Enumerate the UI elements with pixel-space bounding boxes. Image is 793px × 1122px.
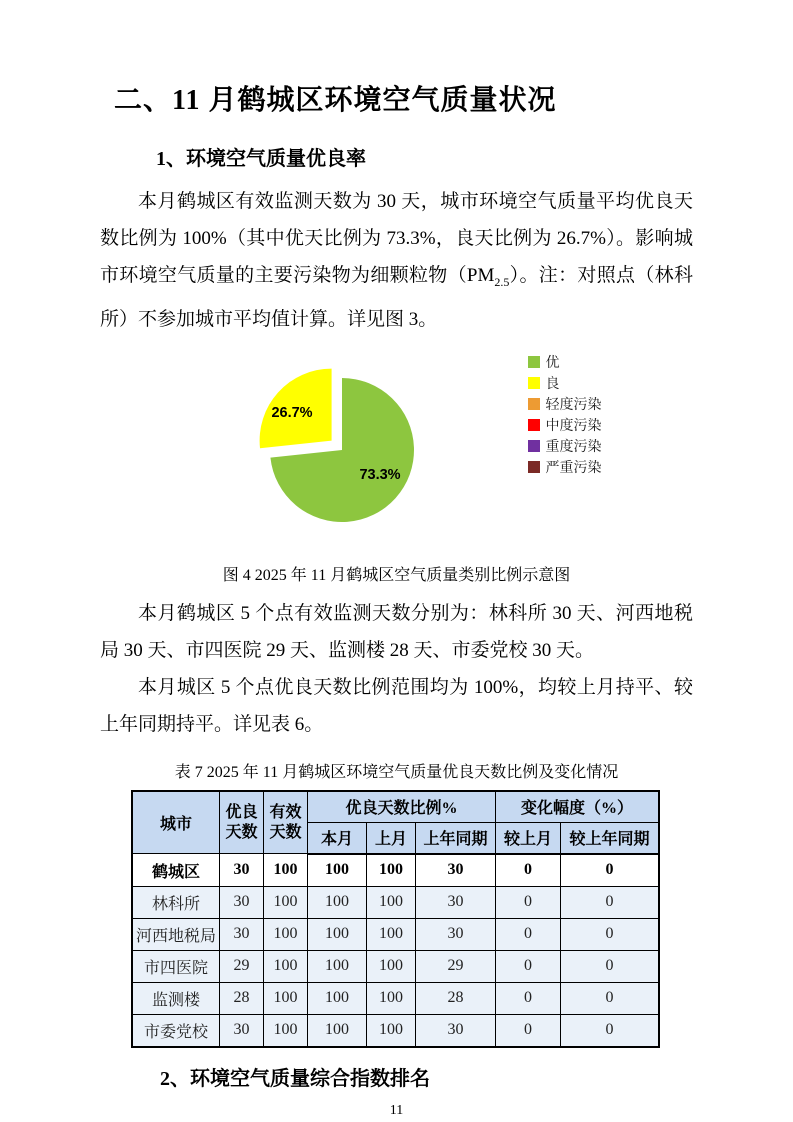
col-group-good-ratio: 优良天数比例% [308,791,496,823]
legend-label: 严重污染 [545,461,602,477]
legend-swatch-icon [528,377,540,389]
cell-last-month: 100 [367,886,416,918]
cell-last-year: 30 [416,1014,496,1047]
pie-label-good: 26.7% [270,404,313,421]
subsection-2-heading: 2、环境空气质量综合指数排名 [160,1067,430,1090]
table-header [132,791,659,854]
cell-vs-last-month: 0 [496,918,561,950]
legend-swatch-icon [528,440,540,452]
cell-good-days: 30 [220,918,264,950]
row-label: 河西地税局 [132,918,220,950]
cell-valid-days: 100 [264,1014,308,1047]
cell-valid-days: 100 [264,918,308,950]
pie-chart [222,346,472,546]
cell-vs-last-year: 0 [561,886,660,918]
row-label: 市四医院 [132,950,220,982]
table-row-jiancelou [132,982,659,1014]
legend-item-good [528,373,602,394]
col-header-good-days [220,791,264,854]
table-header-row-1 [132,791,659,823]
cell-valid-days: 100 [264,886,308,918]
legend-item-moderate-pollution [528,415,602,436]
chart-legend [528,352,602,478]
cell-valid-days: 100 [264,950,308,982]
paragraph-3: 本月城区 5 个点优良天数比例范围均为 100%，均较上月持平、较上年同期持平。详见表 6。 [100,676,693,735]
col-header-this-month: 本月 [308,822,367,854]
col-header-valid-days-line2: 天数 [269,823,302,841]
legend-item-excellent [528,352,602,373]
legend-swatch-icon [528,461,540,473]
cell-vs-last-month: 0 [496,886,561,918]
paragraph-1-text-end: ）。注：对照点（林科所）不参加城市平均值计算。详见图 3。 [100,265,693,330]
table-body [132,854,659,1047]
row-label: 市委党校 [132,1014,220,1047]
cell-last-year: 30 [416,886,496,918]
cell-vs-last-year: 0 [561,1014,660,1047]
cell-last-month: 100 [367,950,416,982]
legend-swatch-icon [528,419,540,431]
legend-label: 轻度污染 [545,398,602,414]
table-row-linkesuo [132,886,659,918]
legend-item-light-pollution [528,394,602,415]
cell-this-month: 100 [308,886,367,918]
cell-last-year: 30 [416,854,496,887]
col-group-change: 变化幅度（%） [496,791,660,823]
air-quality-table [131,790,660,1048]
legend-label: 优 [545,356,560,372]
cell-good-days: 29 [220,950,264,982]
subsection-1-heading: 1、环境空气质量优良率 [156,148,366,170]
legend-item-severe-pollution [528,457,602,478]
cell-last-year: 30 [416,918,496,950]
cell-valid-days: 100 [264,854,308,887]
row-label: 监测楼 [132,982,220,1014]
cell-this-month: 100 [308,982,367,1014]
paragraph-1 [100,183,693,338]
cell-good-days: 30 [220,886,264,918]
cell-vs-last-month: 0 [496,982,561,1014]
cell-last-month: 100 [367,1014,416,1047]
legend-label: 重度污染 [545,440,602,456]
cell-good-days: 28 [220,982,264,1014]
legend-label: 中度污染 [545,419,602,435]
paragraph-1-text: 本月鹤城区有效监测天数为 30 天，城市环境空气质量平均优良天数比例为 100%（其中优天比例为 73.3%，良天比例为 26.7%）。影响城市环境空气质量的主要污染物为细颗粒物（PM [100,191,693,286]
pie-label-excellent: 73.3% [358,466,401,483]
col-header-good-days-line2: 天数 [225,823,258,841]
col-header-last-month: 上月 [367,822,416,854]
cell-last-year: 29 [416,950,496,982]
cell-good-days: 30 [220,854,264,887]
cell-valid-days: 100 [264,982,308,1014]
table-caption: 表 7 2025 年 11 月鹤城区环境空气质量优良天数比例及变化情况 [174,763,619,781]
cell-vs-last-year: 0 [561,918,660,950]
legend-swatch-icon [528,356,540,368]
col-header-valid-days-line1: 有效 [269,803,302,821]
paragraph-2: 本月鹤城区 5 个点有效监测天数分别为：林科所 30 天、河西地税局 30 天、市四医院 29 天、监测楼 28 天、市委党校 30 天。 [100,602,693,661]
col-header-vs-last-month: 较上月 [496,822,561,854]
row-label: 鹤城区 [132,854,220,887]
cell-vs-last-month: 0 [496,1014,561,1047]
cell-last-month: 100 [367,982,416,1014]
cell-this-month: 100 [308,1014,367,1047]
cell-this-month: 100 [308,918,367,950]
figure-caption: 图 4 2025 年 11 月鹤城区空气质量类别比例示意图 [222,566,571,584]
pm25-subscript: 2.5 [494,274,510,289]
cell-vs-last-month: 0 [496,950,561,982]
page-number: 11 [389,1102,404,1118]
cell-vs-last-month: 0 [496,854,561,887]
row-label: 林科所 [132,886,220,918]
col-header-good-days-line1: 优良 [225,803,258,821]
col-header-vs-last-year: 较上年同期 [561,822,660,854]
table-row-shisiyiyuan [132,950,659,982]
table-row-shiweidangxiao [132,1014,659,1047]
table-row-hechengqu [132,854,659,887]
cell-this-month: 100 [308,854,367,887]
cell-good-days: 30 [220,1014,264,1047]
cell-last-year: 28 [416,982,496,1014]
legend-label: 良 [545,377,560,393]
cell-this-month: 100 [308,950,367,982]
table-row-hexidishuiju [132,918,659,950]
cell-vs-last-year: 0 [561,982,660,1014]
cell-last-month: 100 [367,854,416,887]
col-header-city: 城市 [132,791,220,854]
col-header-valid-days [264,791,308,854]
cell-vs-last-year: 0 [561,950,660,982]
col-header-last-year: 上年同期 [416,822,496,854]
legend-swatch-icon [528,398,540,410]
pie-chart-figure [130,346,693,548]
legend-item-heavy-pollution [528,436,602,457]
cell-vs-last-year: 0 [561,854,660,887]
cell-last-month: 100 [367,918,416,950]
section-title: 二、11 月鹤城区环境空气质量状况 [114,85,557,116]
